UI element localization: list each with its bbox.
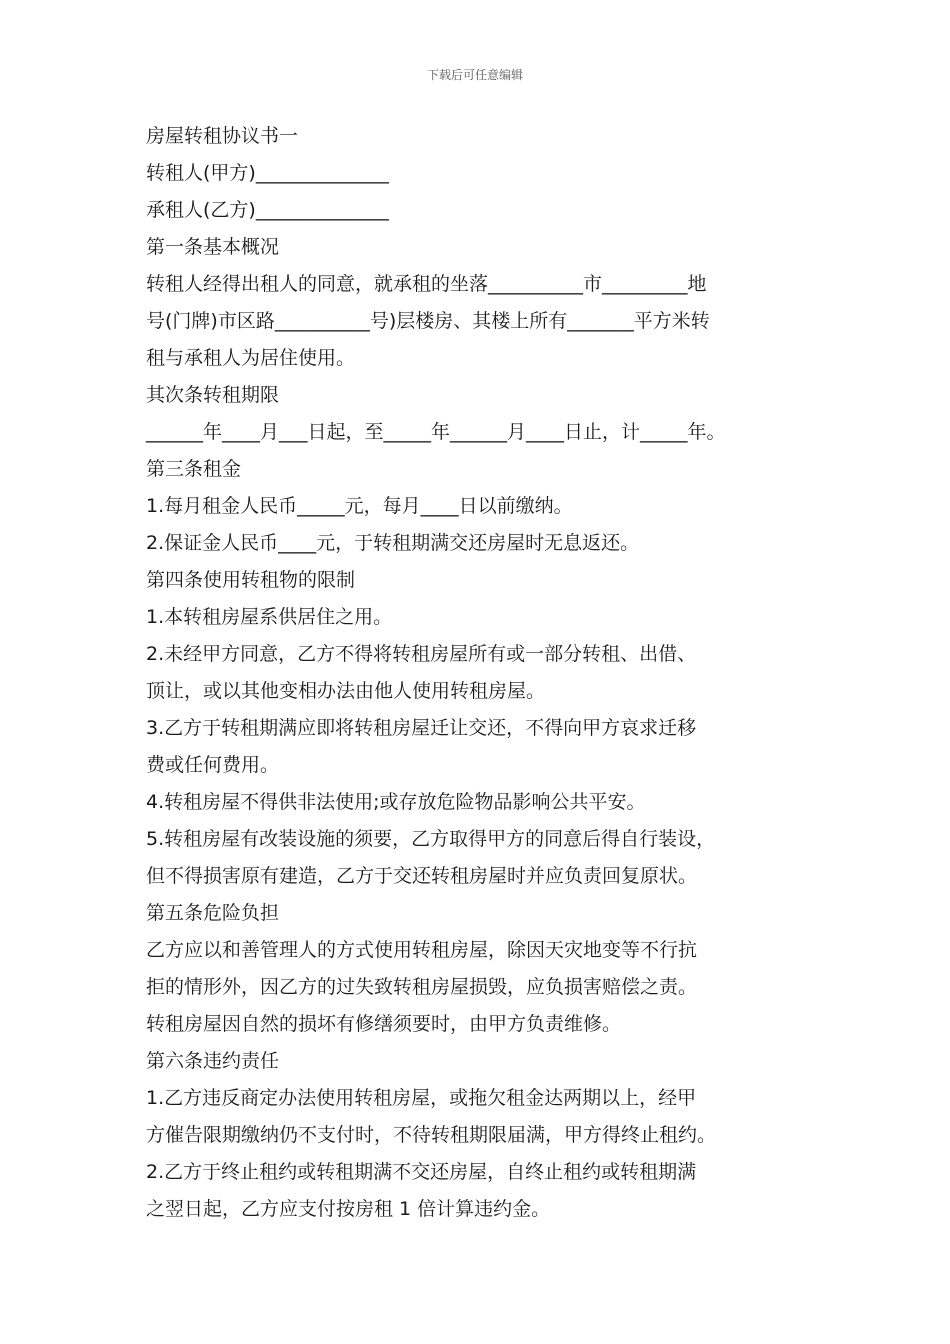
lessee-line: 承租人(乙方)______________: [146, 199, 389, 221]
clause-line: 2.保证金人民币____元，于转租期满交还房屋时无息返还。: [146, 532, 640, 554]
clause-line: 方催告限期缴纳仍不支付时，不待转租期限届满，甲方得终止租约。: [146, 1124, 717, 1146]
paragraph-line: ______年____月___日起，至_____年______月____日止，计_____年。: [146, 421, 726, 443]
clause-line: 2.乙方于终止租约或转租期满不交还房屋，自终止租约或转租期满: [146, 1161, 697, 1183]
paragraph-line: 转租人经得出租人的同意，就承租的坐落__________市_________地: [146, 273, 707, 295]
paragraph-line: 号(门牌)市区路__________号)层楼房、其楼上所有_______平方米转: [146, 310, 710, 332]
article-heading: 其次条转租期限: [146, 384, 280, 406]
paragraph-line: 乙方应以和善管理人的方式使用转租房屋，除因天灾地变等不行抗: [146, 939, 698, 961]
paragraph-line: 转租房屋因自然的损坏有修缮须要时，由甲方负责维修。: [146, 1013, 622, 1035]
agreement-body: [146, 118, 826, 1228]
paragraph-line: 拒的情形外，因乙方的过失致转租房屋损毁，应负损害赔偿之责。: [146, 976, 698, 998]
clause-line: 顶让，或以其他变相办法由他人使用转租房屋。: [146, 680, 546, 702]
clause-line: 但不得损害原有建造，乙方于交还转租房屋时并应负责回复原状。: [146, 865, 698, 887]
article-heading: 第四条使用转租物的限制: [146, 569, 356, 591]
clause-line: 1.乙方违反商定办法使用转租房屋，或拖欠租金达两期以上，经甲: [146, 1087, 697, 1109]
clause-line: 3.乙方于转租期满应即将转租房屋迁让交还，不得向甲方哀求迁移: [146, 717, 697, 739]
clause-line: 1.本转租房屋系供居住之用。: [146, 606, 393, 628]
clause-line: 之翌日起，乙方应支付按房租 1 倍计算违约金。: [146, 1198, 551, 1220]
sublessor-line: 转租人(甲方)______________: [146, 162, 389, 184]
clause-line: 2.未经甲方同意，乙方不得将转租房屋所有或一部分转租、出借、: [146, 643, 697, 665]
article-heading: 第五条危险负担: [146, 902, 280, 924]
clause-line: 4.转租房屋不得供非法使用;或存放危险物品影响公共平安。: [146, 791, 646, 813]
clause-line: 5.转租房屋有改装设施的须要，乙方取得甲方的同意后得自行装设，: [146, 828, 716, 850]
clause-line: 1.每月租金人民币_____元，每月____日以前缴纳。: [146, 495, 573, 517]
clause-line: 费或任何费用。: [146, 754, 280, 776]
document-title: 房屋转租协议书一: [146, 125, 299, 147]
article-heading: 第三条租金: [146, 458, 242, 480]
page-header-note: 下载后可任意编辑: [426, 68, 523, 82]
article-heading: 第一条基本概况: [146, 236, 280, 258]
article-heading: 第六条违约责任: [146, 1050, 280, 1072]
paragraph-line: 租与承租人为居住使用。: [146, 347, 356, 369]
